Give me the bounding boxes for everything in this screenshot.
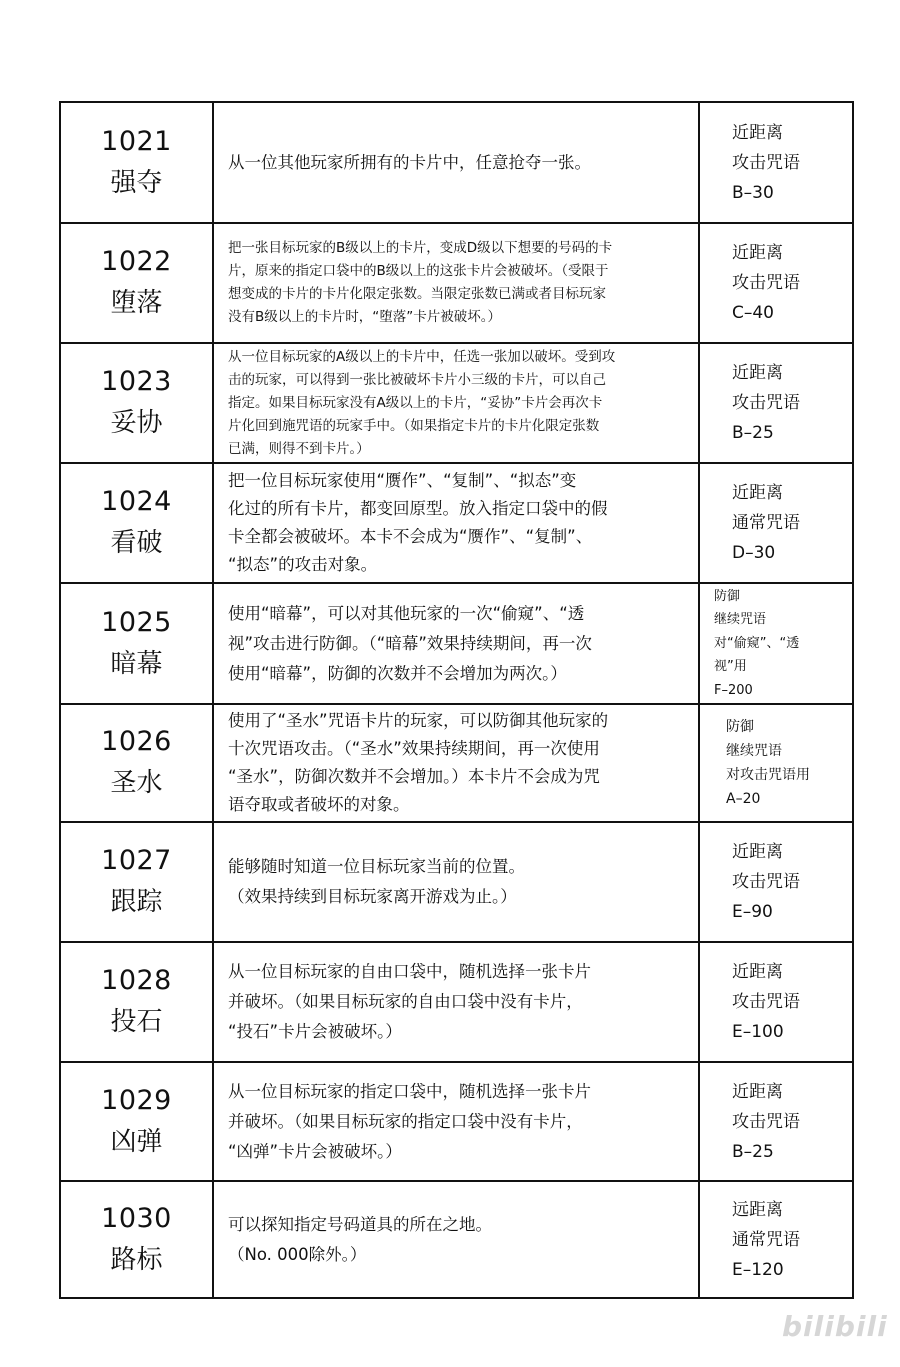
card-description: 把一位目标玩家使用“赝作”、“复制”、“拟态”变 化过的所有卡片，都变回原型。放入指定口袋中的假 卡全都会被破坏。本卡不会成为“赝作”、“复制”、 “拟态”的攻击对象。	[228, 471, 608, 574]
card-usage: 对攻击咒语用	[726, 767, 810, 783]
card-description: 把一张目标玩家的B级以上的卡片，变成D级以下想要的号码的卡 片，原来的指定口袋中的B级以上的这张卡片会被破坏。（受限于 想变成的卡片的卡片化限定张数。当限定张数已满或者目标玩家 没有B级以上的卡片时，“堕落”卡片被破坏。）	[228, 240, 613, 325]
card-name: 强夺	[110, 167, 163, 198]
card-row-1023	[61, 344, 852, 464]
card-description: 使用了“圣水”咒语卡片的玩家，可以防御其他玩家的 十次咒语攻击。（“圣水”效果持续期间，再一次使用 “圣水”，防御次数并不会增加。）本卡片不会成为咒 语夺取或者破坏的对象。	[228, 711, 609, 814]
card-rank: B–30	[732, 182, 774, 203]
card-rank: B–25	[732, 423, 774, 443]
card-description-cell	[214, 344, 700, 462]
card-number: 1027	[101, 845, 172, 876]
card-row-1028	[61, 943, 852, 1063]
card-id-cell	[61, 1182, 214, 1297]
card-type: 通常咒语	[732, 513, 800, 533]
card-description-cell	[214, 103, 700, 222]
card-info-cell	[700, 705, 852, 821]
card-description-cell	[214, 224, 700, 342]
card-row-1030	[61, 1182, 852, 1297]
card-row-1029	[61, 1063, 852, 1182]
card-type: 攻击咒语	[732, 992, 800, 1012]
card-info-cell	[700, 344, 852, 462]
card-description: 从一位目标玩家的指定口袋中，随机选择一张卡片 并破坏。（如果目标玩家的指定口袋中没有卡片， “凶弹”卡片会被破坏。）	[228, 1081, 591, 1161]
card-info-cell	[700, 224, 852, 342]
card-number: 1022	[101, 246, 172, 277]
bilibili-watermark: bilibili	[782, 1310, 888, 1343]
card-rank: C–40	[732, 303, 775, 323]
card-name: 妥协	[110, 408, 163, 438]
card-number: 1030	[101, 1202, 172, 1234]
card-name: 暗幕	[110, 648, 163, 679]
card-type: 攻击咒语	[732, 393, 800, 413]
card-description-cell	[214, 464, 700, 582]
card-id-cell	[61, 344, 214, 462]
card-description-cell	[214, 584, 700, 703]
card-description-cell	[214, 823, 700, 941]
card-type: 继续咒语	[714, 612, 767, 628]
card-range: 近距离	[732, 842, 783, 862]
card-description: 从一位目标玩家的A级以上的卡片中，任选一张加以破坏。受到攻 击的玩家，可以得到一张比被破坏卡片小三级的卡片，可以自己 指定。如果目标玩家没有A级以上的卡片，“妥协”卡片会再次卡 片化回到施咒语的玩家手中。（如果指定卡片的卡片化限定张数 已满，则得不到卡片。）	[228, 348, 616, 457]
card-range: 近距离	[732, 1081, 783, 1102]
card-rank: D–30	[732, 543, 776, 563]
card-rank: B–25	[732, 1141, 774, 1162]
card-description-cell	[214, 705, 700, 821]
card-row-1021	[61, 103, 852, 224]
card-row-1024	[61, 464, 852, 584]
card-category: 防御	[714, 588, 741, 604]
card-range: 远距离	[732, 1199, 783, 1220]
card-type: 继续咒语	[726, 743, 782, 759]
card-name: 看破	[110, 528, 163, 558]
card-id-cell	[61, 705, 214, 821]
spell-card-table	[59, 101, 854, 1299]
card-name: 圣水	[110, 768, 163, 798]
card-category: 防御	[726, 719, 754, 735]
card-id-cell	[61, 823, 214, 941]
card-id-cell	[61, 1063, 214, 1180]
card-name: 堕落	[110, 288, 163, 318]
card-name: 路标	[110, 1244, 163, 1275]
card-id-cell	[61, 943, 214, 1061]
card-number: 1024	[101, 486, 172, 517]
card-description: 可以探知指定号码道具的所在之地。 （No. 000除外。）	[228, 1214, 492, 1264]
card-type: 攻击咒语	[732, 152, 800, 173]
card-description-cell	[214, 1182, 700, 1297]
card-range: 近距离	[732, 243, 783, 263]
card-rank: F–200	[714, 682, 753, 698]
card-info-cell	[700, 464, 852, 582]
card-rank: E–120	[732, 1259, 784, 1280]
card-info-cell	[700, 1063, 852, 1180]
card-usage-cont: 视”用	[714, 659, 747, 675]
card-type: 攻击咒语	[732, 872, 800, 892]
card-number: 1026	[101, 726, 172, 757]
card-number: 1023	[101, 366, 172, 397]
card-row-1027	[61, 823, 852, 943]
card-rank: E–90	[732, 902, 773, 922]
card-description: 从一位目标玩家的自由口袋中，随机选择一张卡片 并破坏。（如果目标玩家的自由口袋中没有卡片， “投石”卡片会被破坏。）	[228, 962, 591, 1041]
card-row-1026	[61, 705, 852, 823]
card-id-cell	[61, 464, 214, 582]
card-description: 使用“暗幕”，可以对其他玩家的一次“偷窥”、“透 视”攻击进行防御。（“暗幕”效果持续期间，再一次 使用“暗幕”，防御的次数并不会增加为两次。）	[228, 603, 592, 683]
card-id-cell	[61, 584, 214, 703]
card-type: 攻击咒语	[732, 273, 800, 293]
card-description-cell	[214, 943, 700, 1061]
card-row-1025	[61, 584, 852, 705]
card-rank: E–100	[732, 1022, 784, 1042]
card-description: 从一位其他玩家所拥有的卡片中，任意抢夺一张。	[228, 152, 591, 172]
card-type: 通常咒语	[732, 1229, 800, 1250]
card-number: 1028	[101, 965, 172, 996]
card-range: 近距离	[732, 483, 783, 503]
card-name: 凶弹	[110, 1126, 163, 1157]
card-range: 近距离	[732, 962, 783, 982]
card-info-cell	[700, 584, 852, 703]
card-row-1022	[61, 224, 852, 344]
card-number: 1025	[101, 606, 172, 638]
card-id-cell	[61, 224, 214, 342]
card-name: 投石	[110, 1007, 163, 1037]
card-number: 1029	[101, 1084, 172, 1116]
card-rank: A–20	[726, 791, 761, 807]
card-info-cell	[700, 943, 852, 1061]
card-range: 近距离	[732, 363, 783, 383]
card-usage: 对“偷窥”、“透	[714, 635, 800, 651]
card-id-cell	[61, 103, 214, 222]
card-info-cell	[700, 823, 852, 941]
card-description-cell	[214, 1063, 700, 1180]
card-description: 能够随时知道一位目标玩家当前的位置。 （效果持续到目标玩家离开游戏为止。）	[228, 857, 525, 906]
card-number: 1021	[101, 125, 172, 157]
card-info-cell	[700, 103, 852, 222]
card-info-cell	[700, 1182, 852, 1297]
card-type: 攻击咒语	[732, 1111, 800, 1132]
card-name: 跟踪	[110, 887, 163, 917]
card-range: 近距离	[732, 122, 783, 143]
